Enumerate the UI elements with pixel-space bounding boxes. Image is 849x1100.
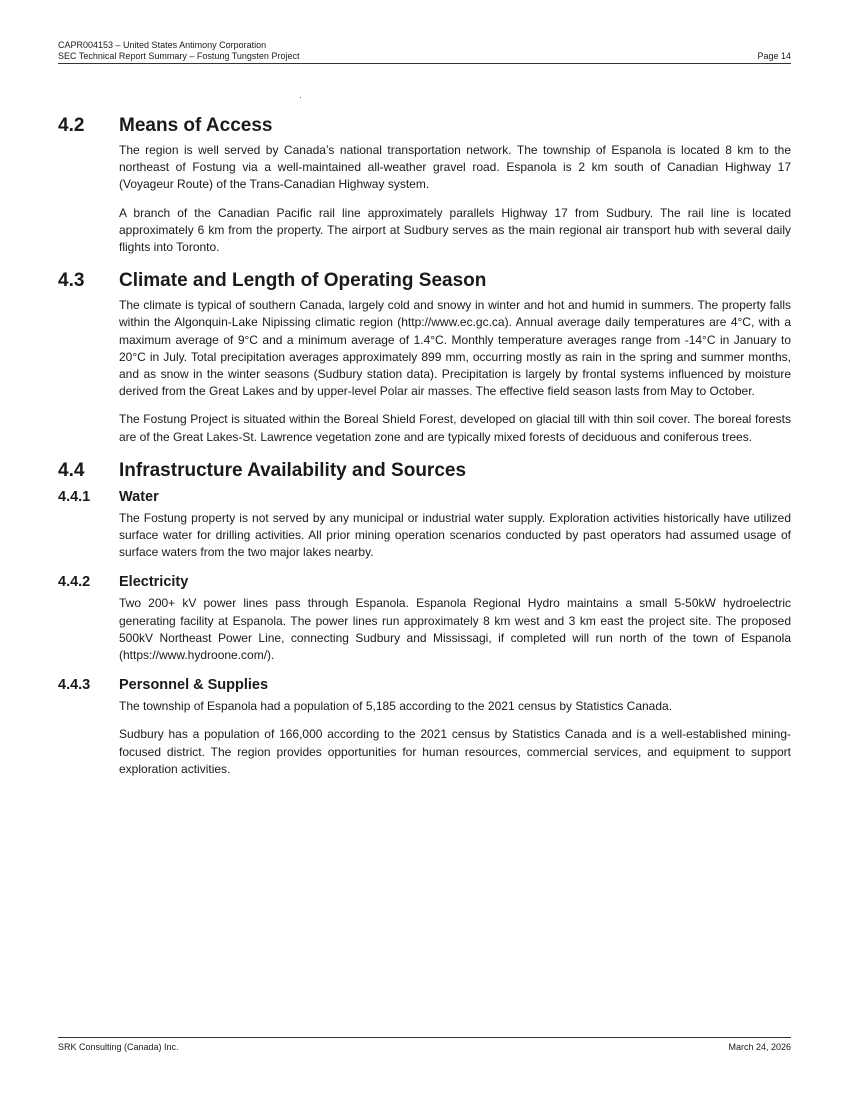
section-4-3: [58, 268, 791, 294]
section-4-4-2: [58, 572, 791, 592]
section-number: 4.4: [58, 459, 85, 481]
subsection-title: Water: [119, 488, 159, 505]
paragraph: The township of Espanola had a population of 5,185 according to the 2021 census by Statistics Canada.: [119, 699, 673, 714]
paragraph: The region is well served by Canada’s national transportation network. The township of Espanola is located 8 km to the northeast of Fostung via a well-maintained all-weather gravel road. Espanola is 2 km south of Canadian Highway 17 (Voyageur Route) of the Trans-Canadian Highway system.: [119, 143, 791, 192]
subsection-heading: [58, 487, 791, 507]
section-title: Climate and Length of Operating Season: [119, 270, 487, 292]
stray-mark: [300, 97, 301, 98]
paragraph: The Fostung Project is situated within the Boreal Shield Forest, developed on glacial till with thin soil cover. The boreal forests are of the Great Lakes-St. Lawrence vegetation zone and are typically mixed forests of deciduous and coniferous trees.: [119, 412, 791, 444]
section-4-4: [58, 458, 791, 484]
header-row: [58, 51, 791, 64]
subsection-title: Personnel & Supplies: [119, 677, 269, 694]
section-number: 4.2: [58, 115, 85, 136]
page-number: Page 14: [757, 51, 791, 61]
section-title: Means of Access: [119, 115, 273, 136]
section-heading: [58, 268, 791, 294]
paragraph: A branch of the Canadian Pacific rail line approximately parallels Highway 17 from Sudbury. The rail line is located approximately 6 km from the property. The airport at Sudbury serves as the main regional air transport hub with several daily flights into Toronto.: [119, 205, 791, 255]
subsection-heading: [58, 675, 791, 695]
page-header: [58, 40, 791, 64]
paragraph: Two 200+ kV power lines pass through Espanola. Espanola Regional Hydro maintains a small 5-50kW hydroelectric generating facility at Espanola. The power lines run approximately 8 km west and 3 km east the project site. The proposed 500kV Northeast Power Line, connecting Sudbury and Mississagi, if completed will run north of the town of Espanola (https://www.hydroone.com/).: [119, 596, 791, 663]
section-heading: [58, 113, 791, 139]
paragraph: The Fostung property is not served by any municipal or industrial water supply. Exploration activities historically have utilized surface water for drilling activities. All prior mining operation scenarios conducted by past operators had assumed usage of surface waters from the two major lakes nearby.: [119, 510, 791, 560]
subsection-number: 4.4.1: [58, 488, 91, 505]
section-4-4-3: [58, 675, 791, 695]
section-4-2: [58, 113, 791, 139]
paragraph: The climate is typical of southern Canada, largely cold and snowy in winter and hot and humid in summers. The property falls within the Algonquin-Lake Nipissing climatic region (http://www.ec.gc.ca). Annual average daily temperatures are 4°C, with a maximum average of 9°C and a minimum average of 1.4°C. Monthly temperature averages range from -14°C in January to 20°C in July. Total precipitation averages approximately 899 mm, occurring mostly as rain in the spring and summer months, and as snow in the winter seasons (Sudbury station data). Precipitation is largely by frontal systems influenced by moisture derived from the Great Lakes and by upper-level Polar air masses. The effective field season lasts from May to October.: [119, 298, 791, 399]
subsection-number: 4.4.3: [58, 677, 91, 694]
subsection-title: Electricity: [119, 574, 189, 591]
paragraph: Sudbury has a population of 166,000 according to the 2021 census by Statistics Canada and is a well-established mining-focused district. The region provides opportunities for human resources, commercial services, and equipment to support exploration activities.: [119, 727, 791, 776]
doc-id: CAPR004153 – United States Antimony Corporation: [58, 40, 267, 50]
section-number: 4.3: [58, 270, 85, 292]
page-content: [58, 113, 791, 789]
report-title: SEC Technical Report Summary – Fostung Tungsten Project: [58, 51, 300, 61]
subsection-number: 4.4.2: [58, 574, 91, 591]
footer-date: March 24, 2026: [728, 1042, 791, 1052]
section-heading: [58, 458, 791, 484]
footer-company: SRK Consulting (Canada) Inc.: [58, 1042, 179, 1052]
page-footer: [58, 1037, 791, 1053]
section-title: Infrastructure Availability and Sources: [119, 459, 467, 481]
section-4-4-1: [58, 487, 791, 507]
subsection-heading: [58, 572, 791, 592]
